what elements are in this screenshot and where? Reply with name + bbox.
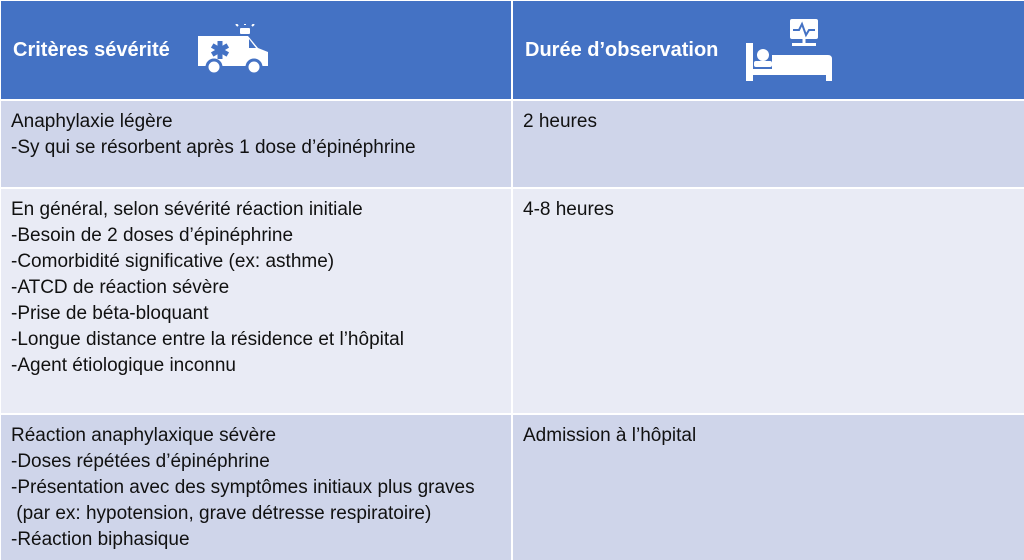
criteria-line: -ATCD de réaction sévère [11, 277, 230, 298]
criteria-line: -Sy qui se résorbent après 1 dose d’épinéphrine [11, 137, 416, 158]
duration-cell-severe [513, 415, 1024, 560]
header-duration [513, 1, 1024, 99]
criteria-line: -Présentation avec des symptômes initiaux plus graves [11, 477, 475, 498]
criteria-cell-general [1, 189, 511, 413]
criteria-line: -Besoin de 2 doses d’épinéphrine [11, 225, 294, 246]
duration-value: Admission à l’hôpital [523, 425, 697, 446]
duration-cell-mild [513, 101, 1024, 187]
criteria-line: En général, selon sévérité réaction initiale [11, 199, 363, 220]
criteria-line: -Réaction biphasique [11, 529, 190, 550]
header-duration-label: Durée d’observation [525, 39, 719, 61]
criteria-line: Anaphylaxie légère [11, 111, 173, 132]
duration-value: 2 heures [523, 111, 597, 132]
duration-value: 4-8 heures [523, 199, 614, 220]
criteria-line: -Agent étiologique inconnu [11, 355, 237, 376]
header-criteria [1, 1, 511, 99]
hospital-bed-monitor-icon [744, 17, 836, 83]
criteria-cell-severe [1, 415, 511, 560]
duration-cell-general [513, 189, 1024, 413]
criteria-line: -Prise de béta-bloquant [11, 303, 209, 324]
criteria-line: -Comorbidité significative (ex: asthme) [11, 251, 335, 272]
criteria-line: Réaction anaphylaxique sévère [11, 425, 277, 446]
criteria-line: -Longue distance entre la résidence et l’hôpital [11, 329, 404, 350]
observation-table [1, 1, 1022, 554]
criteria-line: -Doses répétées d’épinéphrine [11, 451, 270, 472]
criteria-line: (par ex: hypotension, grave détresse respiratoire) [11, 503, 432, 524]
header-criteria-label: Critères sévérité [13, 39, 170, 61]
ambulance-icon [196, 24, 272, 76]
criteria-cell-mild [1, 101, 511, 187]
